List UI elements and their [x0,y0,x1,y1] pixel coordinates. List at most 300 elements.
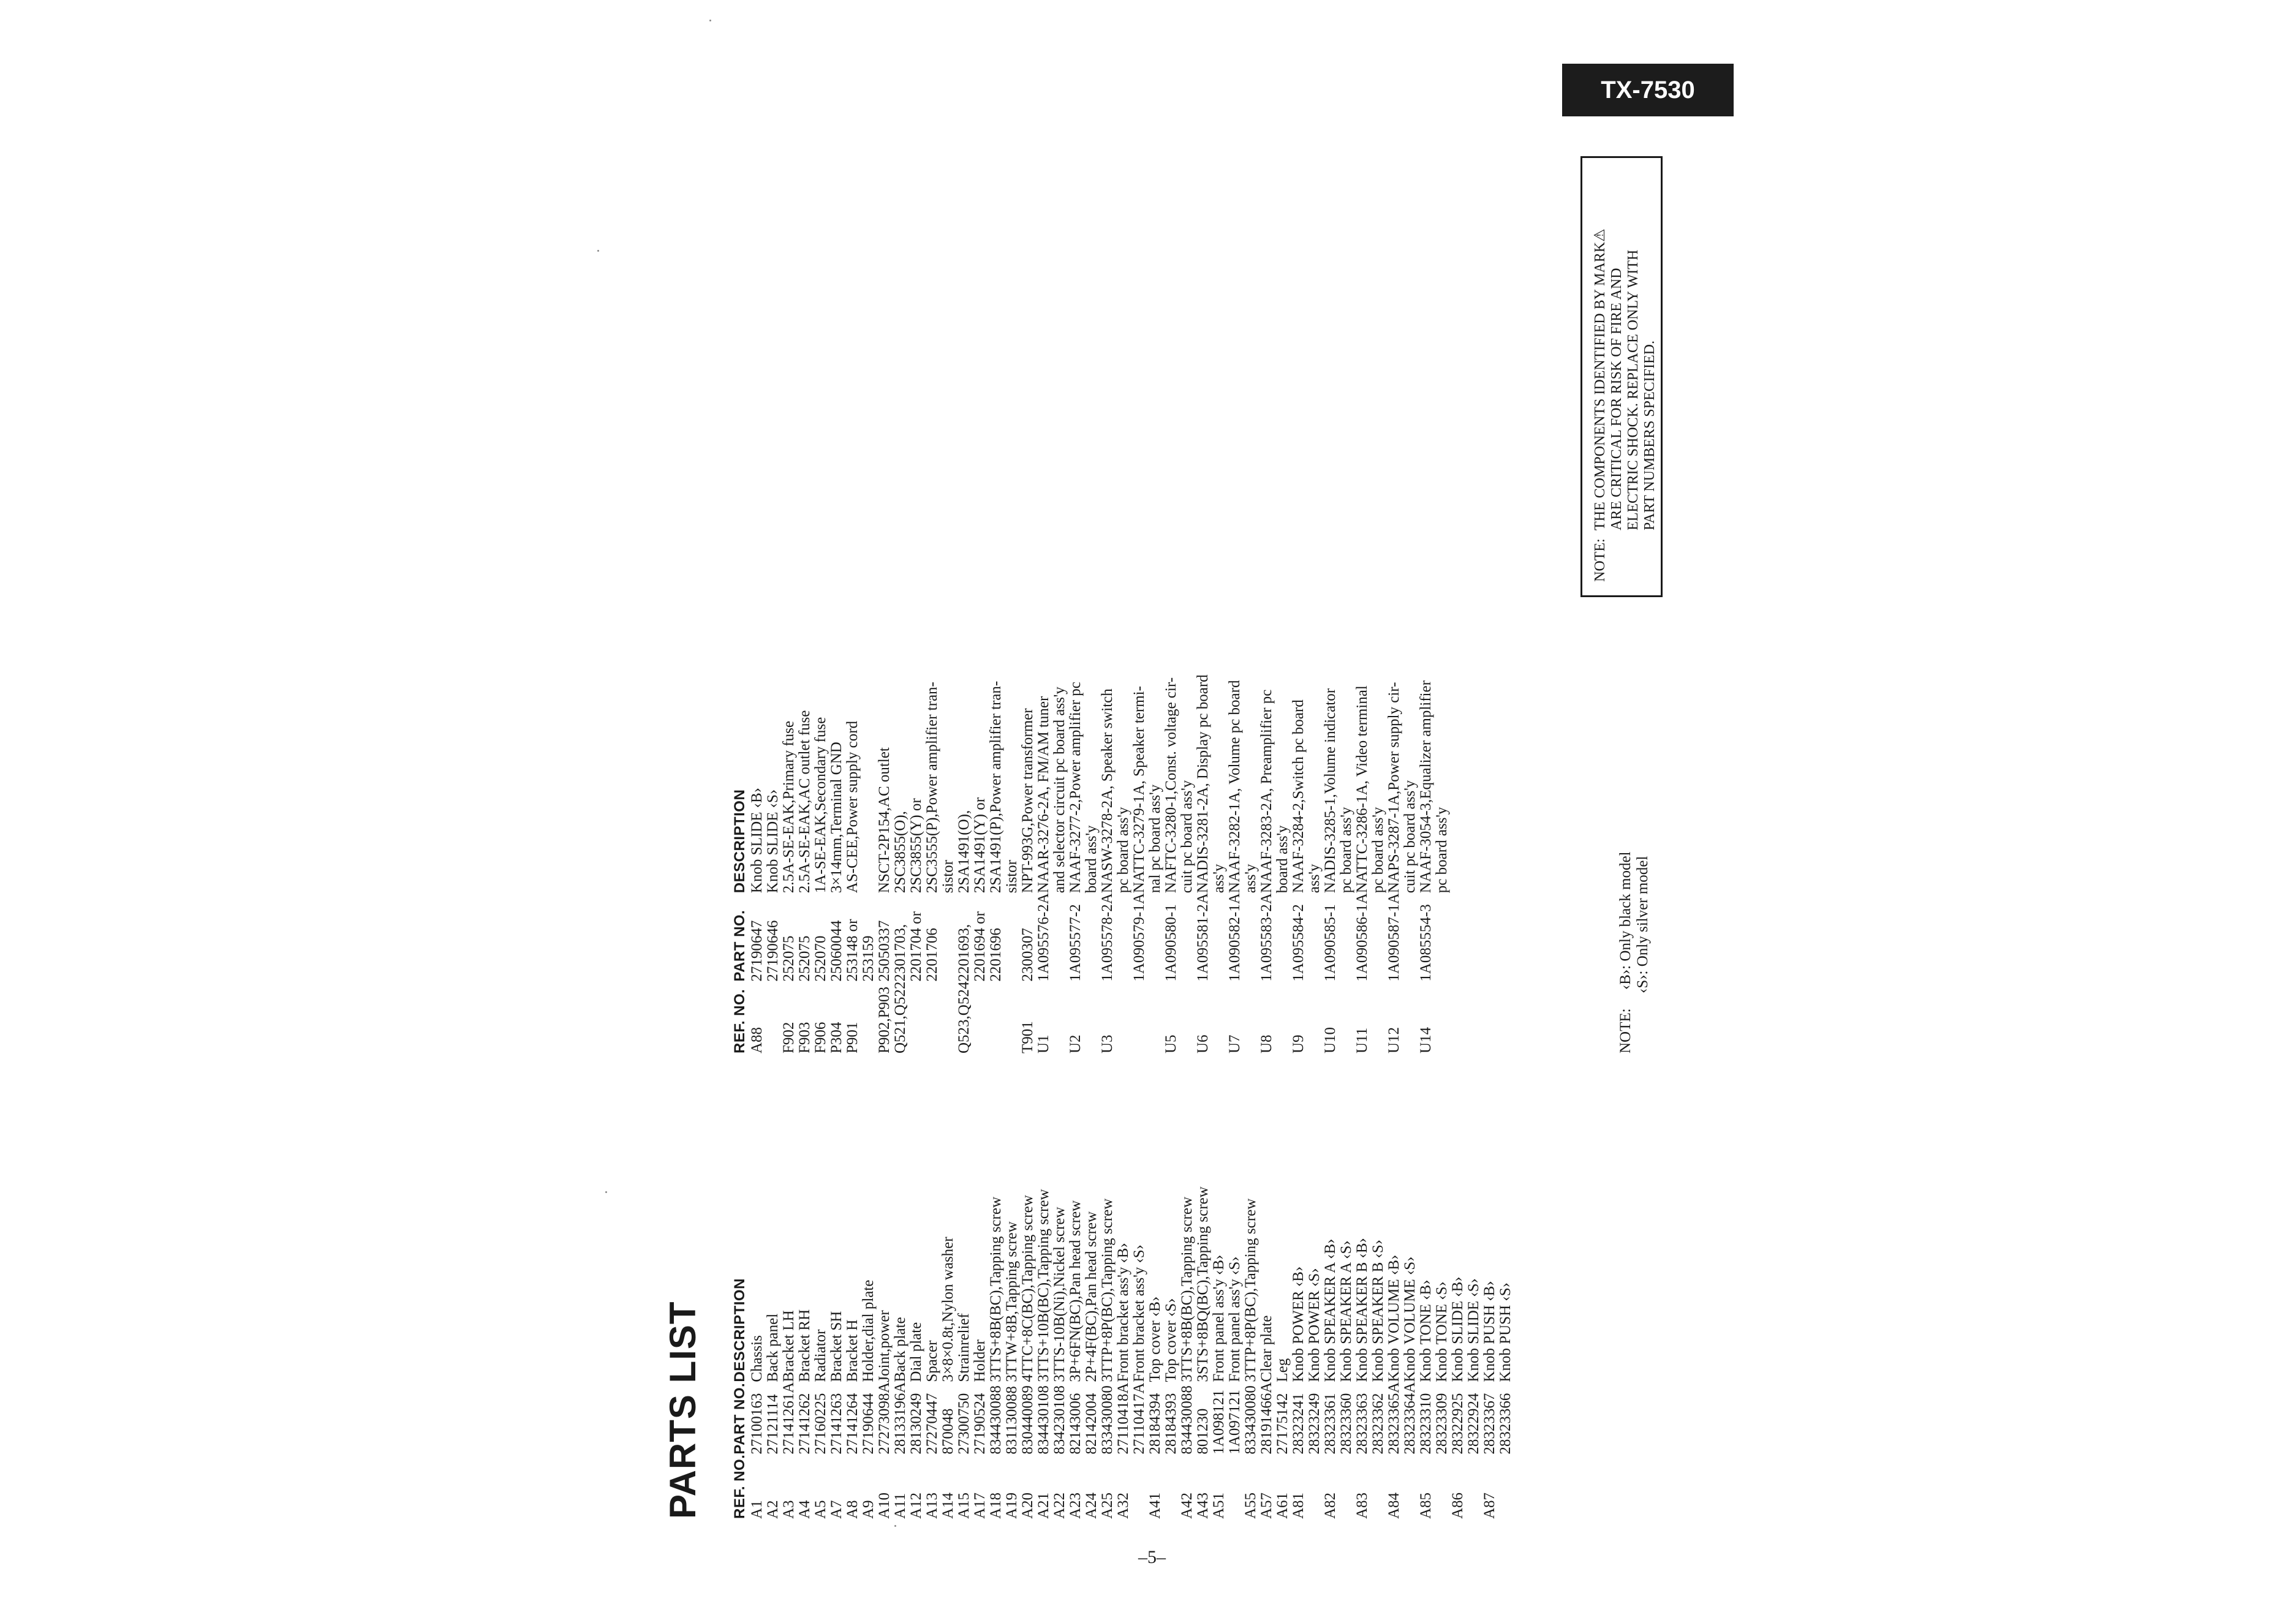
ref-no: A82 [1322,1492,1339,1519]
table-row [1418,674,1434,1053]
part-no [1147,893,1163,981]
ref-no: F906 [812,1022,829,1053]
table-row [1243,1186,1259,1519]
part-no: 2201693, [956,924,972,982]
part-no: 28323367 [1481,1393,1498,1455]
part-no: 834430088 [988,1385,1004,1455]
table-row [1354,1186,1370,1519]
ref-no [1131,982,1147,1053]
description: NAAF-3284-2,Switch pc board [1290,699,1307,894]
description: NPT-993G,Power transformer [1019,708,1036,894]
ref-no: U8 [1258,1034,1275,1053]
part-no: 27160225 [812,1393,829,1455]
safety-note-line: PART NUMBERS SPECIFIED. [1642,341,1658,530]
ref-no [1498,1455,1514,1519]
table-row [1131,1186,1147,1519]
table-row [1466,1186,1482,1519]
part-no [1434,893,1450,981]
description: pc board ass'y [1338,807,1354,894]
part-no: 1A095583-2A [1258,893,1275,982]
part-no: 834230108 [1051,1385,1068,1455]
part-no: 252075 [780,935,797,982]
table-row [1386,674,1402,1053]
part-no: 1A097121 [1226,1390,1243,1455]
ref-no: A11 [892,1493,908,1519]
part-no: 27190644 [860,1393,877,1455]
part-no: 834430088 [1179,1385,1195,1455]
table-row [1450,1186,1466,1519]
part-no: 28322925 [1449,1393,1466,1455]
ref-no: U6 [1195,1034,1211,1053]
part-no: 27141262 [796,1393,813,1455]
ref-no: A43 [1195,1492,1211,1519]
table-row [861,1186,877,1519]
ref-no [1339,1455,1354,1519]
parts-table-right [732,674,1450,1053]
table-row [845,1186,861,1519]
description: NATTC-3286-1A, Video terminal [1354,685,1370,894]
description: Dial plate [908,1322,924,1382]
parts-rows-right [749,674,1450,1053]
ref-no [1243,982,1259,1053]
description: 3TTW+8B,Tapping screw [1003,1221,1020,1382]
ref-no [1227,1455,1243,1519]
table-row [1307,1186,1323,1519]
part-no: 28184394 [1147,1393,1163,1455]
table-row [1163,1186,1179,1519]
part-no: 27175142 [1274,1393,1291,1455]
description: Knob TONE ‹S› [1433,1281,1450,1382]
table-row [908,674,924,1053]
description: Knob SPEAKER A ‹S› [1338,1240,1354,1382]
ref-no: T901 [1019,1021,1036,1053]
table-row [1036,1186,1052,1519]
part-no: 870048 [940,1408,956,1455]
part-no [1243,893,1259,981]
ref-no: F902 [780,1022,797,1053]
description: 3P+6FN(BC),Pan head screw [1067,1200,1084,1382]
table-row [972,674,988,1053]
part-no: 27270447 [924,1393,940,1455]
model-name: TX-7530 [1601,76,1695,104]
part-no [1052,893,1068,981]
description: 2.5A-SE-EAK,Primary fuse [780,721,797,894]
table-row [749,674,765,1053]
description: 2P+4F(BC),Pan head screw [1083,1211,1100,1382]
part-no: 252070 [812,935,829,982]
table-row [1386,1186,1402,1519]
description: NAAF-3282-1A, Volume pc board [1226,680,1243,894]
part-no: 28133196A [892,1382,908,1455]
safety-note-line: ELECTRIC SHOCK. REPLACE ONLY WITH [1625,249,1641,530]
ref-no [1402,1455,1418,1519]
description: Knob SLIDE ‹S› [765,789,781,894]
table-row [956,1186,972,1519]
table-row [940,674,956,1053]
table-row [1434,1186,1450,1519]
part-no: 801230 [1195,1408,1211,1455]
table-row [1307,674,1323,1053]
ref-no: A5 [812,1500,829,1519]
part-no: 28184393 [1163,1393,1179,1455]
table-row [1339,1186,1354,1519]
description: Back plate [892,1317,908,1382]
table-row [1498,1186,1514,1519]
description: 3×8×0.8t,Nylon washer [940,1237,956,1382]
description: Bracket SH [828,1311,845,1382]
ref-no: A22 [1051,1492,1068,1519]
ref-no [1434,1455,1450,1519]
ref-no: A23 [1067,1492,1084,1519]
ref-no: A8 [844,1500,861,1519]
description: 2SC3555(P),Power amplifier tran- [924,682,940,894]
description: pc board ass'y [1433,807,1450,894]
part-no: 27110417A [1131,1382,1147,1455]
model-note [1617,851,1652,1053]
description: Knob VOLUME ‹B› [1386,1254,1402,1382]
ref-no [1370,1455,1386,1519]
part-no: 27190647 [749,920,765,982]
ref-no: A7 [828,1500,845,1519]
description: Knob PUSH ‹B› [1481,1281,1498,1382]
part-no [1275,893,1291,981]
description: Chassis [749,1335,765,1382]
table-row [829,674,845,1053]
part-no: 28323362 [1370,1393,1386,1455]
table-row [1195,674,1211,1053]
ref-no: A12 [908,1492,924,1519]
ref-no: A81 [1290,1492,1307,1519]
ref-no: U7 [1226,1034,1243,1053]
part-no: 27190524 [972,1393,988,1455]
part-no: 1A095576-2A [1035,893,1052,982]
table-row [988,674,1004,1053]
table-row [1434,674,1450,1053]
part-no: 1A090585-1 [1322,904,1339,982]
description: Holder [972,1339,988,1382]
ref-no: A20 [1019,1492,1036,1519]
table-row [1259,1186,1275,1519]
table-row [1402,674,1418,1053]
safety-note-line: THE COMPONENTS IDENTIFIED BY MARK⚠ [1592,228,1608,530]
part-no: 27121114 [765,1394,781,1455]
model-badge [1562,64,1734,116]
part-no: 833430080 [1099,1385,1116,1455]
ref-no [1307,1455,1323,1519]
ref-no: Q521,Q522 [892,981,908,1053]
table-row [797,674,813,1053]
description: Bracket LH [780,1310,797,1382]
table-row [1004,1186,1020,1519]
ref-no: A24 [1083,1492,1100,1519]
part-no: 2201694 or [972,911,988,982]
part-no: 28323364A [1402,1382,1418,1455]
table-row [749,1186,765,1519]
description: 3TTS+8B(BC),Tapping screw [988,1197,1004,1382]
part-no: 1A095581-2A [1195,893,1211,982]
ref-no [1116,982,1131,1053]
description: Bracket RH [796,1309,813,1382]
description: Front panel ass'y ‹B› [1210,1254,1227,1382]
part-no: 833430080 [1242,1385,1259,1455]
description: NADIS-3285-1,Volume indicator [1322,688,1339,894]
ref-no: A15 [956,1492,972,1519]
table-row [797,1186,813,1519]
table-row [1354,674,1370,1053]
table-row [972,1186,988,1519]
table-row [1147,1186,1163,1519]
table-row [1036,674,1052,1053]
part-no [1211,893,1227,981]
part-no: 830440089 [1019,1385,1036,1455]
ref-no: U11 [1354,1027,1370,1053]
part-no [1179,893,1195,981]
description: NAAF-3283-2A, Preamplifier pc [1258,689,1275,894]
part-no: 2301703, [892,924,908,982]
ref-no: U5 [1163,1034,1179,1053]
ref-no: A13 [924,1492,940,1519]
description: Radiator [812,1329,829,1382]
ref-no: A18 [988,1492,1004,1519]
scan-speck [894,1525,896,1527]
table-row [1084,1186,1100,1519]
ref-no [908,982,924,1053]
part-no: 27110418A [1115,1382,1131,1455]
ref-no: A1 [749,1500,765,1519]
part-no: 1A090580-1 [1163,904,1179,982]
table-row [1020,1186,1036,1519]
description: NAAR-3276-2A, FM/AM tuner [1035,696,1052,894]
ref-no [861,982,877,1053]
table-row [956,674,972,1053]
ref-no [924,982,940,1053]
part-no: 27273098A [876,1382,893,1455]
part-no: 253159 [860,935,877,982]
part-no: 1A095578-2A [1099,893,1116,982]
description: board ass'y [1083,825,1100,894]
ref-no: A51 [1210,1492,1227,1519]
part-no [1116,893,1131,981]
description: Knob SPEAKER B ‹B› [1354,1238,1370,1382]
ref-no: F903 [796,1022,813,1053]
table-row [1323,674,1339,1053]
header-part: PART NO. [731,909,748,982]
part-no: 25060044 [828,920,845,982]
ref-no [1402,982,1418,1053]
table-row [1116,674,1131,1053]
table-row [1370,674,1386,1053]
table-row [893,1186,908,1519]
part-no: 28130249 [908,1393,924,1455]
ref-no: U2 [1067,1034,1084,1053]
table-row [1100,1186,1116,1519]
part-no: 1A090587-1A [1386,893,1402,982]
ref-no [940,982,956,1053]
description: board ass'y [1274,825,1291,894]
description: Knob VOLUME ‹S› [1402,1256,1418,1382]
ref-no: A57 [1258,1492,1275,1519]
part-no: 27100163 [749,1393,765,1455]
part-no: 28323309 [1433,1393,1450,1455]
part-no [1402,893,1418,981]
description: NATTC-3279-1A, Speaker termi- [1131,686,1147,894]
description: 2SA1491(O), [956,810,972,894]
description: sistor [1003,860,1020,894]
description: 1A-SE-EAK,Secondary fuse [812,717,829,894]
table-row [1163,674,1179,1053]
description: 2SC3855(Y) or [908,798,924,894]
header-desc: DESCRIPTION [731,1278,748,1382]
description: NADIS-3281-2A, Display pc board [1195,674,1211,894]
description: 3TTP+8P(BC),Tapping screw [1242,1198,1259,1382]
part-no: 28323310 [1418,1393,1434,1455]
ref-no: U9 [1290,1034,1307,1053]
table-row [765,1186,781,1519]
table-row [1116,1186,1131,1519]
ref-no [1163,1455,1179,1519]
table-row [1227,1186,1243,1519]
part-no: 28323365A [1386,1382,1402,1455]
table-row [1339,674,1354,1053]
description: Leg [1274,1358,1291,1382]
header-part: PART NO. [731,1382,748,1455]
ref-no [1131,1455,1147,1519]
part-no: 1A090586-1A [1354,893,1370,982]
part-no: 28323360 [1338,1393,1354,1455]
table-row [1004,674,1020,1053]
table-row [940,1186,956,1519]
ref-no: A55 [1242,1492,1259,1519]
table-row [1323,1186,1339,1519]
scan-speck [597,250,599,252]
ref-no: A86 [1449,1492,1466,1519]
table-row [861,674,877,1053]
table-row [845,674,861,1053]
description: 2SA1491(Y) or [972,797,988,894]
ref-no: A2 [765,1500,781,1519]
description: AS-CEE,Power supply cord [844,720,861,894]
part-no: 27141261A [780,1382,797,1455]
scan-speck [709,20,711,21]
description: NAPS-3287-1A,Power supply cir- [1386,682,1402,894]
part-no: 1A095584-2 [1290,904,1307,982]
table-row [1227,674,1243,1053]
safety-note-line: ARE CRITICAL FOR RISK OF FIRE AND [1609,268,1625,530]
part-no: 2201706 [924,928,940,982]
ref-no: A25 [1099,1492,1116,1519]
description: ass'y [1210,864,1227,894]
table-row [1211,674,1227,1053]
model-note-label: NOTE: [1617,1008,1634,1053]
ref-no [988,982,1004,1053]
description: 3TTP+8P(BC),Tapping screw [1099,1198,1116,1382]
ref-no: A3 [780,1500,797,1519]
table-row [1418,1186,1434,1519]
ref-no: A83 [1354,1492,1370,1519]
part-no: 27300750 [956,1393,972,1455]
description: NAFTC-3280-1,Const. voltage cir- [1163,677,1179,894]
ref-no [1307,982,1323,1053]
part-no [940,893,956,981]
ref-no [1275,982,1291,1053]
table-row [1291,1186,1307,1519]
ref-no: P902,P903 [876,986,893,1053]
description: Knob SLIDE ‹S› [1465,1278,1482,1382]
ref-no [972,982,988,1053]
ref-no: U1 [1035,1034,1052,1053]
ref-no [1084,982,1100,1053]
safety-note-label: NOTE: [1592,538,1608,582]
table-row [924,1186,940,1519]
part-no: 28323366 [1497,1393,1514,1455]
table-row [1131,674,1147,1053]
safety-note [1580,156,1663,597]
description: Back panel [765,1313,781,1382]
table-row [1259,674,1275,1053]
description: 3TTS+10B(BC),Tapping screw [1035,1189,1052,1382]
description: Front bracket ass'y ‹S› [1131,1244,1147,1382]
part-no: 28323241 [1290,1393,1307,1455]
description: 2SA1491(P),Power amplifier tran- [988,680,1004,894]
ref-no: A42 [1179,1492,1195,1519]
table-row [829,1186,845,1519]
description: Knob TONE ‹B› [1418,1279,1434,1382]
section-title: PARTS LIST [662,1301,703,1519]
description: NAAF-3054-3,Equalizer amplifier [1418,680,1434,894]
header-ref: REF. NO. [731,988,748,1053]
ref-no [1147,982,1163,1053]
part-no: 831130088 [1003,1386,1020,1455]
part-no: 2201704 or [908,911,924,982]
ref-no [1004,982,1020,1053]
description: Knob SLIDE ‹B› [749,787,765,894]
description: nal pc board ass'y [1147,784,1163,894]
ref-no: Q523,Q524 [956,981,972,1053]
description: Top cover ‹S› [1163,1298,1179,1382]
description: 3TTS+8B(BC),Tapping screw [1179,1197,1195,1382]
description: Strainrelief [956,1313,972,1382]
part-no [1307,893,1323,981]
part-no: 2201696 [988,928,1004,982]
part-no: 28322924 [1465,1393,1482,1455]
description: cuit pc board ass'y [1402,780,1418,894]
table-row [1179,674,1195,1053]
ref-no [1339,982,1354,1053]
table-row [1179,1186,1195,1519]
parts-list-title [662,1301,703,1519]
description: Knob SPEAKER B ‹S› [1370,1239,1386,1382]
description: Knob SPEAKER A ‹B› [1322,1238,1339,1382]
header-desc: DESCRIPTION [731,789,748,894]
description: Front bracket ass'y ‹B› [1115,1243,1131,1382]
ref-no: U3 [1099,1034,1116,1053]
ref-no [1466,1455,1482,1519]
table-row [813,1186,829,1519]
description: NASW-3278-2A, Speaker switch [1099,688,1116,894]
part-no: 82143006 [1067,1393,1084,1455]
model-note-black: ‹B›: Only black model [1617,851,1634,990]
ref-no [1179,982,1195,1053]
part-no: 2300307 [1019,928,1036,982]
table-row [877,674,893,1053]
description: NAAF-3277-2,Power amplifier pc [1067,682,1084,894]
table-row [813,674,829,1053]
ref-no: A85 [1418,1492,1434,1519]
parts-table-left [732,1186,1514,1519]
table-row [1243,674,1259,1053]
ref-no: U14 [1418,1026,1434,1053]
description: 3×14mm,Terminal GND [828,742,845,894]
